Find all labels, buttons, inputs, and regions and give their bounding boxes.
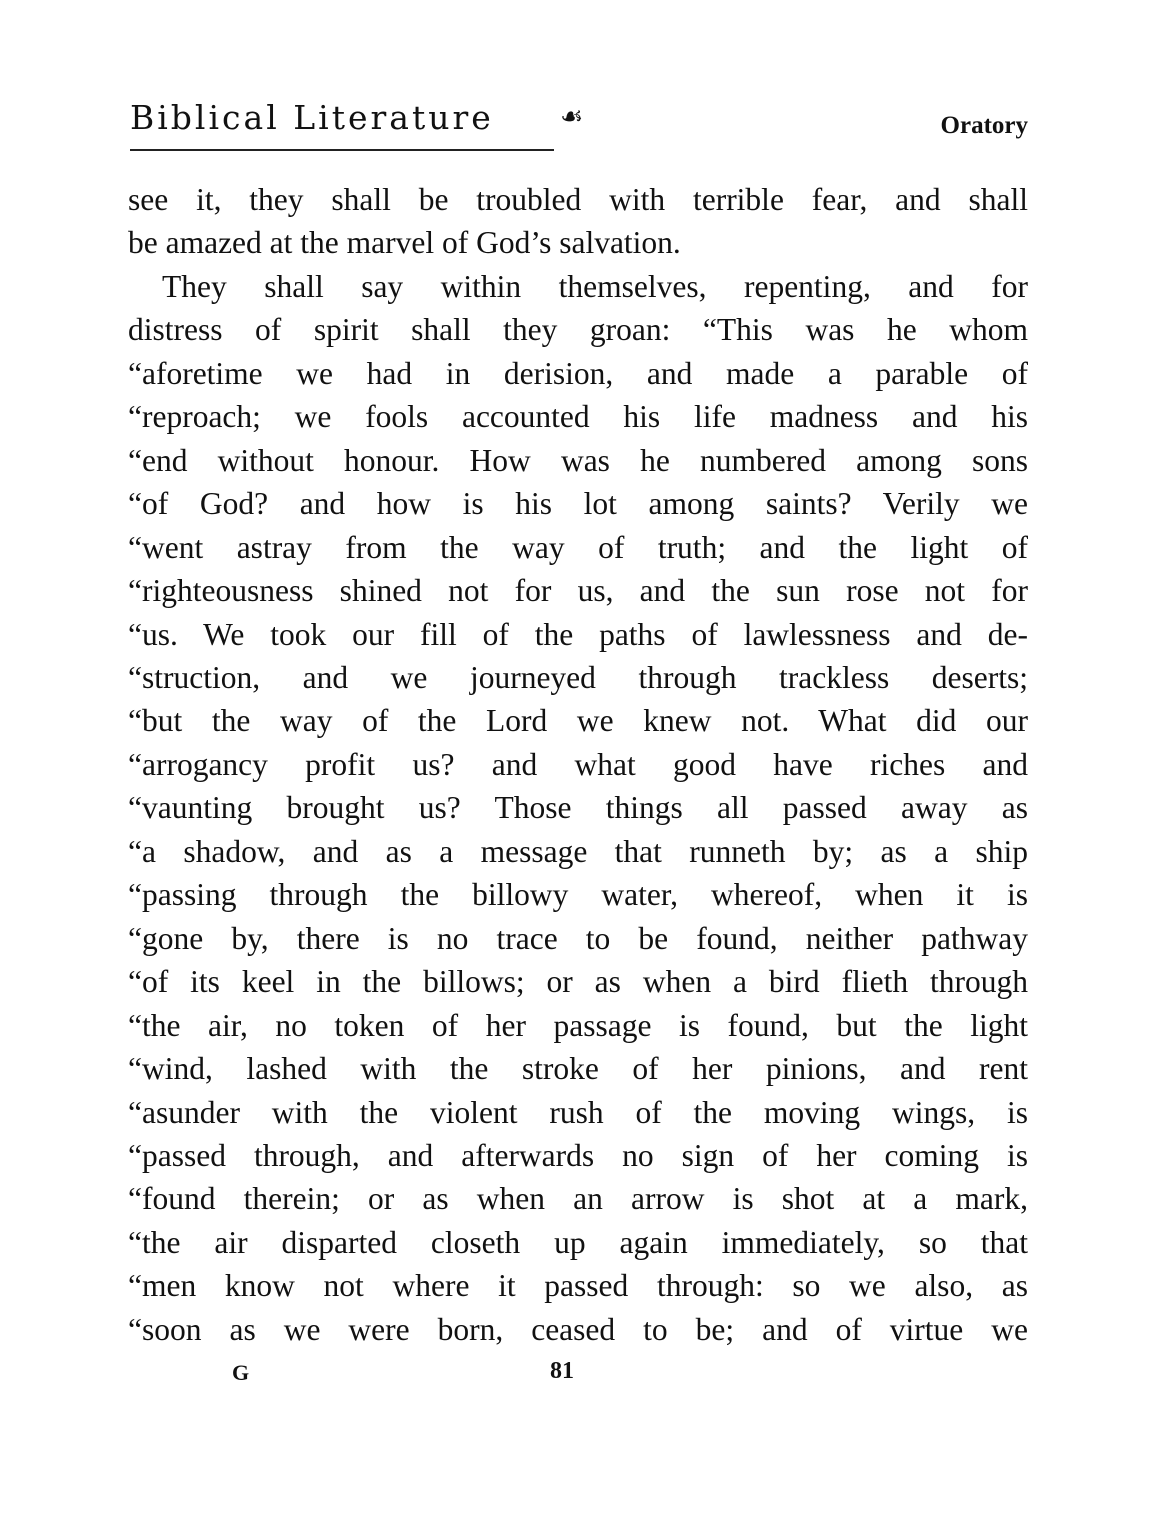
text-line: “a shadow, and as a message that runneth by; as a ship xyxy=(128,833,1028,869)
text-line: “passed through, and afterwards no sign of her coming is xyxy=(128,1137,1028,1173)
text-line: “aforetime we had in derision, and made a parable of xyxy=(128,355,1028,391)
text-line: be amazed at the marvel of God’s salvation. xyxy=(128,225,681,261)
page-body xyxy=(128,178,1028,1351)
text-line: “went astray from the way of truth; and the light of xyxy=(128,529,1028,565)
text-line: “the air, no token of her passage is found, but the light xyxy=(128,1007,1028,1043)
text-line: see it, they shall be troubled with terrible fear, and shall xyxy=(128,182,1028,217)
text-line: They shall say within themselves, repenting, and for xyxy=(162,268,1028,304)
fleuron-ornament-icon: ☙ xyxy=(560,102,584,131)
running-title: Biblical Literature xyxy=(130,98,494,137)
text-line: “struction, and we journeyed through trackless deserts; xyxy=(128,659,1028,695)
text-line: “found therein; or as when an arrow is shot at a mark, xyxy=(128,1181,1028,1217)
text-line: “righteousness shined not for us, and the sun rose not for xyxy=(128,573,1028,609)
text-line: “us. We took our fill of the paths of lawlessness and de- xyxy=(128,616,1028,652)
text-line: “asunder with the violent rush of the moving wings, is xyxy=(128,1094,1028,1130)
text-line: “the air disparted closeth up again immediately, so that xyxy=(128,1224,1028,1260)
text-line: “of its keel in the billows; or as when a bird flieth through xyxy=(128,964,1028,1000)
section-title: Oratory xyxy=(940,112,1028,139)
text-line: “gone by, there is no trace to be found, neither pathway xyxy=(128,920,1028,956)
page-number: 81 xyxy=(550,1358,574,1384)
text-line: “arrogancy profit us? and what good have riches and xyxy=(128,746,1028,782)
text-line: “reproach; we fools accounted his life madness and his xyxy=(128,399,1028,435)
text-line: “passing through the billowy water, whereof, when it is xyxy=(128,877,1028,913)
text-line: “end without honour. How was he numbered among sons xyxy=(128,442,1028,478)
signature-mark: G xyxy=(232,1360,250,1385)
header-rule xyxy=(130,149,554,151)
text-line: “but the way of the Lord we knew not. What did our xyxy=(128,703,1028,739)
text-line: “wind, lashed with the stroke of her pinions, and rent xyxy=(128,1051,1028,1087)
text-line: “men know not where it passed through: so we also, as xyxy=(128,1268,1028,1304)
text-line: distress of spirit shall they groan: “This was he whom xyxy=(128,312,1028,348)
text-line: “vaunting brought us? Those things all passed away as xyxy=(128,790,1028,826)
text-line: “of God? and how is his lot among saints? Verily we xyxy=(128,486,1028,522)
text-line: “soon as we were born, ceased to be; and of virtue we xyxy=(128,1311,1028,1347)
